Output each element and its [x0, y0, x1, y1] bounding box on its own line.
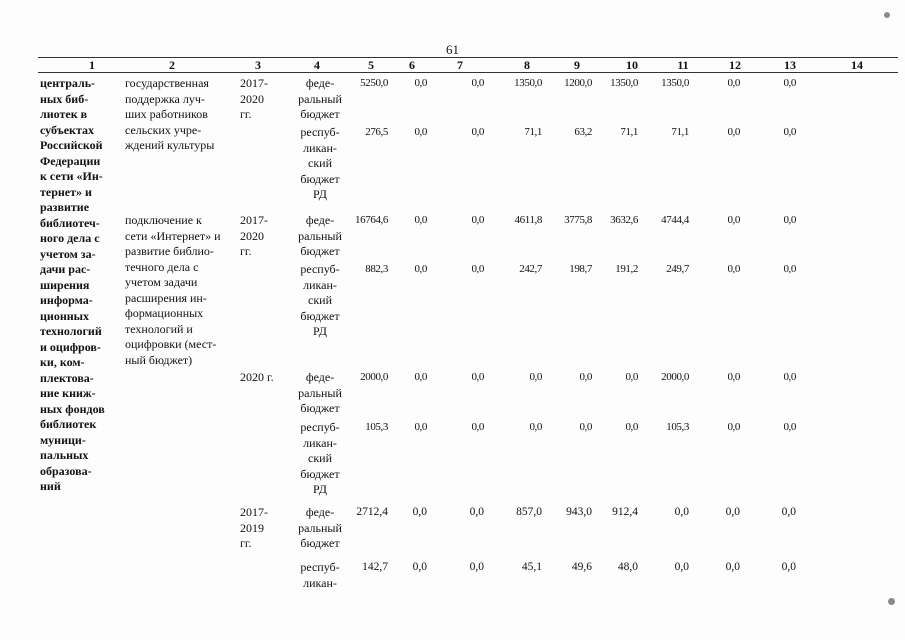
value-cell-col-13: 0,0: [783, 77, 796, 89]
value-cell-col-7: 0,0: [471, 77, 484, 89]
value-cell-col-5: 2712,4: [356, 506, 388, 518]
column-header-7: 7: [457, 58, 463, 72]
value-cell-col-7: 0,0: [471, 371, 484, 383]
column-1-text: централь- ных биб- лиотек в субъектах Российской Федерации к сети «Ин- тернет» и развитие библиотеч- ного дела с учетом за- дачи рас- ширения информа- ционных технологий и оцифров- ки, ком- плектова- ние книж- ных фондов библиотек муници- пальных образова- ний: [40, 76, 105, 493]
value-cell-col-13: 0,0: [783, 421, 796, 433]
period-cell: 2017- 2020 гг.: [240, 76, 268, 121]
value-cell-col-12: 0,0: [727, 214, 740, 226]
value-cell-col-6: 0,0: [412, 561, 427, 573]
value-cell-col-12: 0,0: [725, 506, 740, 518]
value-cell-col-5: 142,7: [362, 561, 388, 573]
value-cell-col-8: 1350,0: [514, 77, 542, 89]
column-header-5: 5: [368, 58, 374, 72]
column-header-13: 13: [784, 58, 796, 72]
value-cell-col-12: 0,0: [725, 561, 740, 573]
value-cell-col-8: 857,0: [516, 506, 542, 518]
value-cell-col-6: 0,0: [414, 421, 427, 433]
value-cell-col-7: 0,0: [471, 214, 484, 226]
value-cell-col-8: 242,7: [519, 263, 542, 275]
measure-cell: подключение к сети «Интернет» и развитие библио- течного дела с учетом задачи расширения ин- формационных технологий и оцифровки (мест- ный бюджет): [125, 213, 221, 367]
measure-cell: государственная поддержка луч- ших работников сельских учре- ждений культуры: [125, 76, 215, 152]
column-header-12: 12: [729, 58, 741, 72]
budget-source-cell: феде- ральный бюджет: [298, 76, 342, 121]
value-cell-col-10: 0,0: [625, 371, 638, 383]
budget-source-cell: респуб- ликан- ский бюджет РД: [300, 262, 340, 338]
value-cell-col-9: 49,6: [571, 561, 592, 573]
value-cell-col-10: 48,0: [617, 561, 638, 573]
value-cell-col-13: 0,0: [781, 561, 796, 573]
column-header-10: 10: [626, 58, 638, 72]
value-cell-col-5: 5250,0: [360, 77, 388, 89]
value-cell-col-10: 1350,0: [610, 77, 638, 89]
period-cell: 2017- 2020 гг.: [240, 213, 268, 258]
value-cell-col-7: 0,0: [469, 506, 484, 518]
budget-source-cell: феде- ральный бюджет: [298, 213, 342, 258]
column-header-1: 1: [89, 58, 95, 72]
value-cell-col-9: 1200,0: [564, 77, 592, 89]
page-number: 61: [446, 42, 459, 57]
value-cell-col-9: 198,7: [569, 263, 592, 275]
budget-source-cell: респуб- ликан- ский бюджет РД: [300, 420, 340, 496]
value-cell-col-7: 0,0: [471, 421, 484, 433]
value-cell-col-9: 0,0: [579, 421, 592, 433]
value-cell-col-12: 0,0: [727, 126, 740, 138]
column-header-8: 8: [524, 58, 530, 72]
value-cell-col-6: 0,0: [414, 263, 427, 275]
period-cell: 2020 г.: [240, 370, 274, 384]
value-cell-col-10: 3632,6: [610, 214, 638, 226]
value-cell-col-8: 0,0: [529, 421, 542, 433]
budget-source-cell: респуб- ликан- ский бюджет РД: [300, 125, 340, 201]
period-cell: 2017- 2019 гг.: [240, 505, 268, 550]
value-cell-col-11: 4744,4: [661, 214, 689, 226]
column-header-11: 11: [677, 58, 689, 72]
value-cell-col-11: 0,0: [674, 561, 689, 573]
value-cell-col-6: 0,0: [414, 371, 427, 383]
value-cell-col-9: 943,0: [566, 506, 592, 518]
budget-source-cell: феде- ральный бюджет: [298, 505, 342, 550]
value-cell-col-10: 0,0: [625, 421, 638, 433]
value-cell-col-5: 276,5: [365, 126, 388, 138]
value-cell-col-6: 0,0: [414, 126, 427, 138]
value-cell-col-9: 3775,8: [564, 214, 592, 226]
value-cell-col-5: 882,3: [365, 263, 388, 275]
value-cell-col-12: 0,0: [727, 263, 740, 275]
column-header-3: 3: [255, 58, 261, 72]
value-cell-col-12: 0,0: [727, 77, 740, 89]
value-cell-col-6: 0,0: [414, 214, 427, 226]
scan-speck: [888, 598, 895, 605]
value-cell-col-13: 0,0: [783, 371, 796, 383]
value-cell-col-13: 0,0: [781, 506, 796, 518]
value-cell-col-11: 71,1: [671, 126, 689, 138]
value-cell-col-8: 45,1: [521, 561, 542, 573]
budget-source-cell: феде- ральный бюджет: [298, 370, 342, 415]
value-cell-col-12: 0,0: [727, 421, 740, 433]
value-cell-col-11: 2000,0: [661, 371, 689, 383]
value-cell-col-12: 0,0: [727, 371, 740, 383]
value-cell-col-10: 912,4: [612, 506, 638, 518]
value-cell-col-11: 249,7: [666, 263, 689, 275]
value-cell-col-7: 0,0: [471, 126, 484, 138]
value-cell-col-13: 0,0: [783, 263, 796, 275]
value-cell-col-6: 0,0: [412, 506, 427, 518]
value-cell-col-7: 0,0: [469, 561, 484, 573]
value-cell-col-5: 16764,6: [355, 214, 388, 226]
value-cell-col-10: 71,1: [620, 126, 638, 138]
column-header-2: 2: [169, 58, 175, 72]
value-cell-col-8: 4611,8: [514, 214, 542, 226]
value-cell-col-10: 191,2: [615, 263, 638, 275]
column-header-14: 14: [851, 58, 863, 72]
value-cell-col-11: 105,3: [666, 421, 689, 433]
value-cell-col-8: 71,1: [524, 126, 542, 138]
value-cell-col-7: 0,0: [471, 263, 484, 275]
value-cell-col-5: 105,3: [365, 421, 388, 433]
column-header-9: 9: [574, 58, 580, 72]
value-cell-col-11: 1350,0: [661, 77, 689, 89]
value-cell-col-11: 0,0: [674, 506, 689, 518]
column-header-6: 6: [409, 58, 415, 72]
budget-source-cell: респуб- ликан-: [300, 560, 340, 590]
value-cell-col-5: 2000,0: [360, 371, 388, 383]
value-cell-col-9: 0,0: [579, 371, 592, 383]
value-cell-col-13: 0,0: [783, 126, 796, 138]
value-cell-col-13: 0,0: [783, 214, 796, 226]
column-header-4: 4: [314, 58, 320, 72]
value-cell-col-9: 63,2: [574, 126, 592, 138]
value-cell-col-6: 0,0: [414, 77, 427, 89]
value-cell-col-8: 0,0: [529, 371, 542, 383]
scan-speck: [884, 12, 890, 18]
